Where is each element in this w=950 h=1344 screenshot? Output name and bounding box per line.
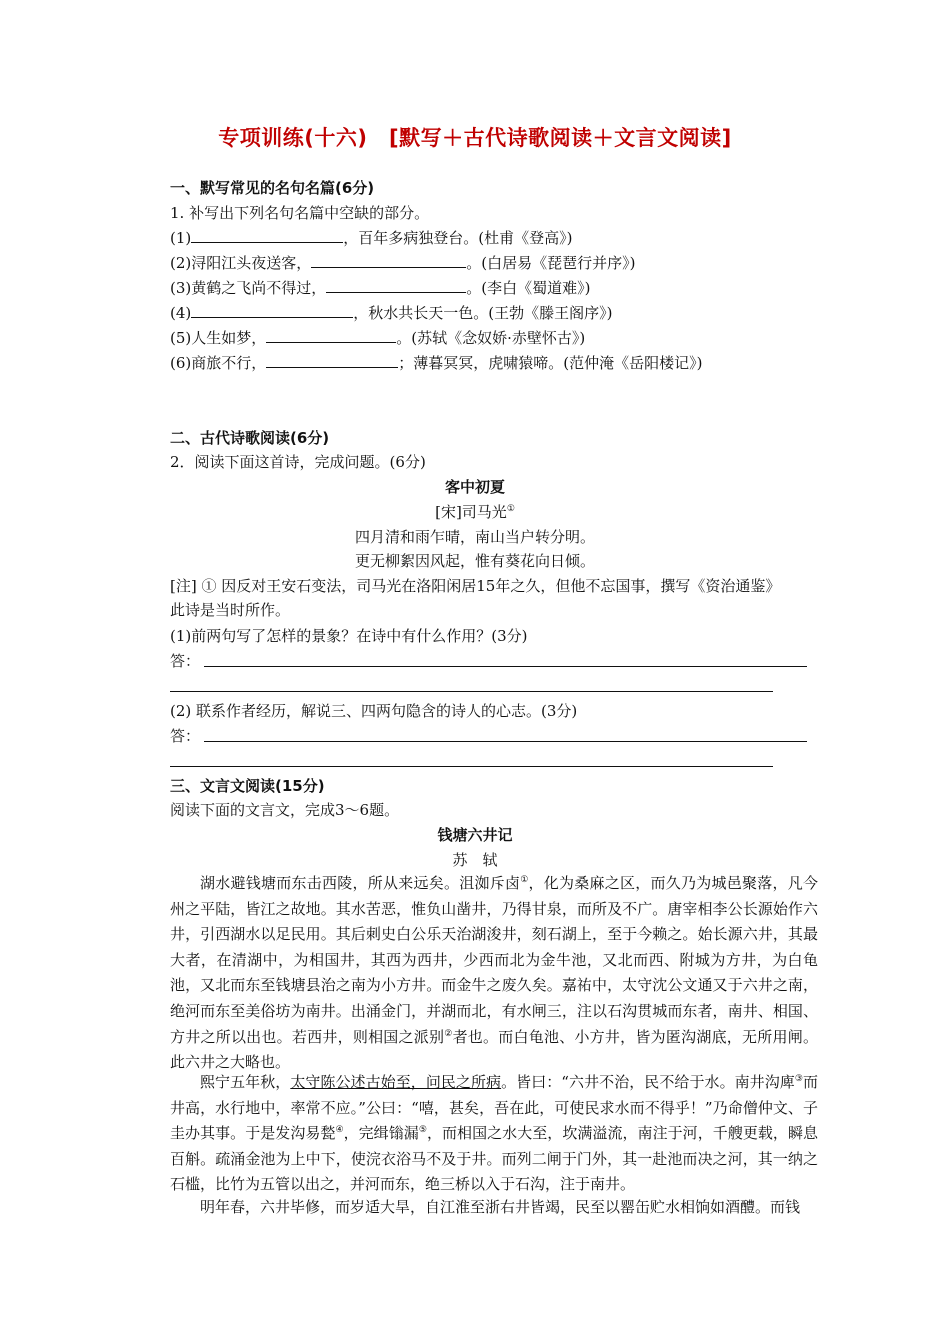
fill-item-1: (1) ，百年多病独登台。(杜甫《登高》) <box>170 229 573 247</box>
answer-line[interactable] <box>204 741 807 742</box>
fill-item-2: (2)浔阳江头夜送客， 。(白居易《琵琶行并序》) <box>170 254 636 272</box>
poem-note-line-1: [注] ① 因反对王安石变法，司马光在洛阳闲居15年之久，但他不忘国事，撰写《资治通鉴》 <box>170 577 781 595</box>
fill-item-3: (3)黄鹤之飞尚不得过， 。(李白《蜀道难》) <box>170 279 591 297</box>
section3-heading: 三、文言文阅读(15分) <box>170 777 325 795</box>
poem-title: 客中初夏 <box>444 478 505 496</box>
answer-label-1: 答： <box>170 652 201 670</box>
underlined-sentence: 太守陈公述古始至，问民之所病 <box>290 1073 502 1091</box>
fill-item-4: (4) ，秋水共长天一色。(王勃《滕王阁序》) <box>170 304 613 322</box>
section1-question: 1. 补写出下列名句名篇中空缺的部分。 <box>170 204 430 222</box>
answer-blank[interactable] <box>311 253 466 268</box>
section1-heading: 一、默写常见的名句名篇(6分) <box>170 179 375 197</box>
answer-blank[interactable] <box>266 353 398 368</box>
fill-item-5: (5)人生如梦， 。(苏轼《念奴娇·赤壁怀古》) <box>170 329 586 347</box>
page-title: 专项训练(十六) [默写＋古代诗歌阅读＋文言文阅读] <box>218 126 732 150</box>
answer-blank[interactable] <box>191 303 353 318</box>
section2-question: 2．阅读下面这首诗，完成问题。(6分) <box>170 453 426 471</box>
section3-instruction: 阅读下面的文言文，完成3～6题。 <box>170 801 400 819</box>
passage-paragraph-1: 湖水避钱塘而东击西陵，所从来远矣。沮洳斥卤①，化为桑麻之区，而久乃为城邑聚落，凡今州之平陆，皆江之故地。其水苦恶，惟负山凿井，乃得甘泉，而所及不广。唐宰相李公长源始作六井，引西湖水以足民用。其后刺史白公乐天治湖浚井，刻石湖上，至于今赖之。始长源六井，其最大者，在清湖中，为相国井，其西为西井，少西而北为金牛池，又北而西、附城为方井，为白龟池，又北而东至钱塘县治之南为小方井。而金牛之废久矣。嘉祐中，太守沈公文通又于六井之南，绝河而东至美俗坊为南井。出涌金门，并湖而北，有水闸三，注以石沟贯城而东者，南井、相国、方井之所以出也。若西井，则相国之派别②者也。而白龟池、小方井，皆为匿沟湖底，无所用闸。此六井之大略也。 <box>170 874 818 1072</box>
poem-line-2: 更无柳絮因风起，惟有葵花向日倾。 <box>354 552 595 570</box>
answer-line[interactable] <box>170 691 773 692</box>
passage-paragraph-3: 明年春，六井毕修，而岁适大旱，自江淮至浙右井皆竭，民至以罂缶贮水相饷如酒醴。而钱 <box>200 1198 801 1216</box>
answer-line[interactable] <box>170 766 773 767</box>
answer-blank[interactable] <box>326 278 466 293</box>
sub-question-2: (2) 联系作者经历，解说三、四两句隐含的诗人的心志。(3分) <box>170 702 578 720</box>
answer-blank[interactable] <box>191 228 343 243</box>
text-title: 钱塘六井记 <box>437 826 513 844</box>
answer-label-2: 答： <box>170 727 201 745</box>
poem-note-line-2: 此诗是当时所作。 <box>170 601 291 619</box>
poem-line-1: 四月清和雨乍晴，南山当户转分明。 <box>354 528 595 546</box>
sub-question-1: (1)前两句写了怎样的景象？在诗中有什么作用？(3分) <box>170 627 528 645</box>
answer-blank[interactable] <box>266 328 396 343</box>
text-author: 苏 轼 <box>452 851 498 869</box>
section2-heading: 二、古代诗歌阅读(6分) <box>170 429 330 447</box>
fill-item-6: (6)商旅不行， ；薄暮冥冥，虎啸猿啼。(范仲淹《岳阳楼记》) <box>170 354 703 372</box>
poem-author: [宋]司马光① <box>435 503 515 521</box>
answer-line[interactable] <box>204 666 807 667</box>
passage-paragraph-2: 熙宁五年秋，太守陈公述古始至，问民之所病。皆曰：“六井不治，民不给于水。南井沟庳③而井高，水行地中，率常不应。”公曰：“嘻，甚矣，吾在此，可使民求水而不得乎！”乃命僧仲文、子圭办其事。于是发沟易甃④，完缉𬭩漏⑤，而相国之水大至，坎满溢流，南注于河，千艘更载，瞬息百斛。疏涌金池为上中下，使浣衣浴马不及于井。而列二闸于门外，其一赴池而决之河，其一纳之石槛，比竹为五管以出之，并河而东，绝三桥以入于石沟，注于南井。 <box>170 1073 818 1194</box>
